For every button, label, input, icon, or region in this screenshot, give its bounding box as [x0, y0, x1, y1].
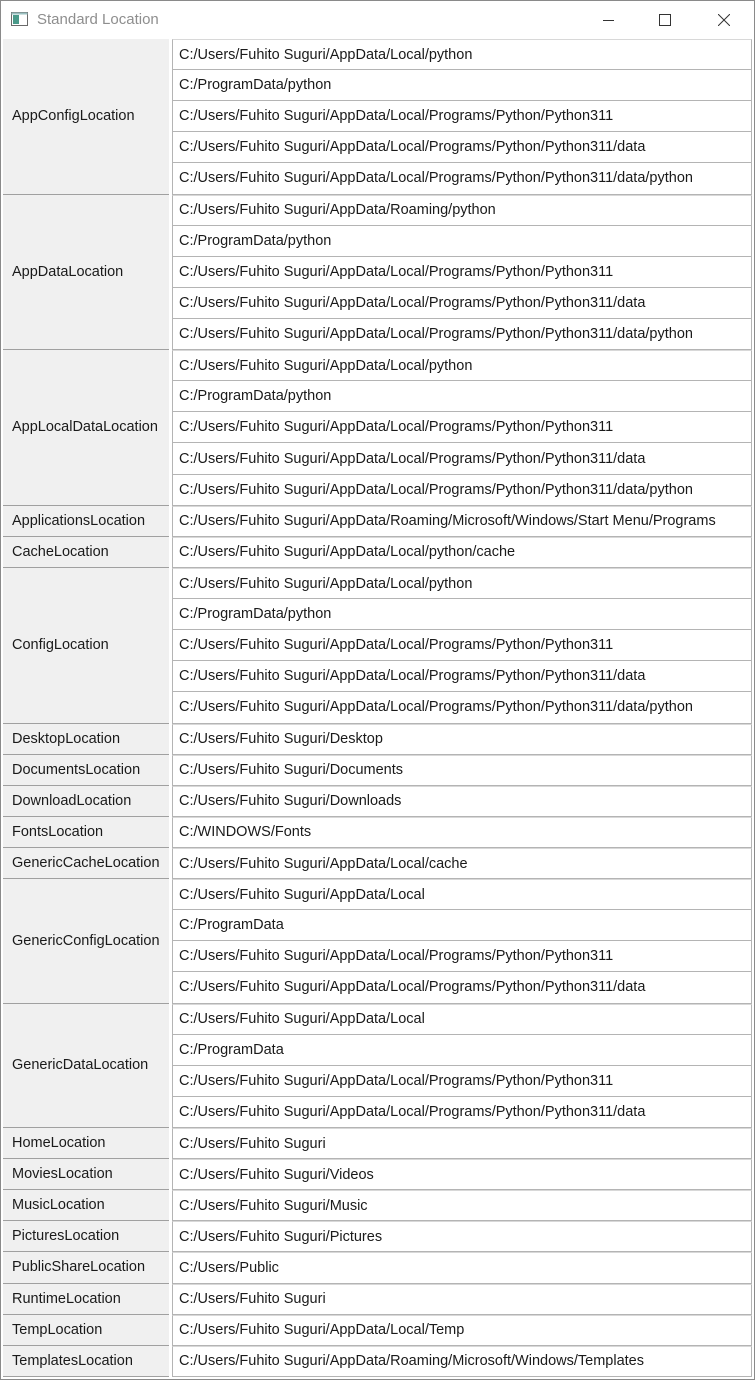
location-value-list: [172, 1190, 752, 1221]
location-path-field[interactable]: C:/ProgramData/python: [172, 599, 752, 630]
location-path-field[interactable]: C:/Users/Fuhito Suguri: [172, 1128, 752, 1159]
location-path-field[interactable]: C:/Users/Fuhito Suguri/AppData/Local/python: [172, 39, 752, 70]
location-key-label: AppConfigLocation: [3, 39, 169, 195]
maximize-icon: [659, 14, 671, 26]
location-key-label: GenericCacheLocation: [3, 848, 169, 879]
location-value-list: [172, 1252, 752, 1283]
minimize-button[interactable]: [586, 1, 632, 38]
location-path-field[interactable]: C:/Users/Fuhito Suguri/AppData/Local/python/cache: [172, 537, 752, 568]
location-value-list: [172, 1128, 752, 1159]
location-group: [3, 350, 752, 506]
location-path-field[interactable]: C:/ProgramData: [172, 1035, 752, 1066]
location-group: [3, 817, 752, 848]
location-group: [3, 1221, 752, 1252]
location-path-field[interactable]: C:/Users/Fuhito Suguri/AppData/Local/python: [172, 350, 752, 381]
location-value-list: [172, 350, 752, 506]
location-path-field[interactable]: C:/Users/Fuhito Suguri/AppData/Local/Programs/Python/Python311/data: [172, 972, 752, 1003]
location-value-list: [172, 506, 752, 537]
location-key-label: DownloadLocation: [3, 786, 169, 817]
location-value-list: [172, 195, 752, 351]
location-key-label: GenericDataLocation: [3, 1004, 169, 1128]
location-path-field[interactable]: C:/Users/Fuhito Suguri/Videos: [172, 1159, 752, 1190]
location-value-list: [172, 724, 752, 755]
location-path-field[interactable]: C:/Users/Fuhito Suguri/AppData/Local/Programs/Python/Python311: [172, 101, 752, 132]
location-value-list: [172, 817, 752, 848]
window-icon: [11, 12, 28, 26]
location-path-field[interactable]: C:/Users/Fuhito Suguri/AppData/Local: [172, 879, 752, 910]
location-value-list: [172, 537, 752, 568]
location-key-label: AppDataLocation: [3, 195, 169, 351]
title-bar[interactable]: [1, 1, 754, 38]
location-key-label: TempLocation: [3, 1315, 169, 1346]
location-path-field[interactable]: C:/ProgramData: [172, 910, 752, 941]
location-group: [3, 1315, 752, 1346]
close-icon: [718, 14, 730, 26]
location-path-field[interactable]: C:/Users/Fuhito Suguri/AppData/Roaming/Microsoft/Windows/Start Menu/Programs: [172, 506, 752, 537]
location-key-label: RuntimeLocation: [3, 1284, 169, 1315]
location-value-list: [172, 1346, 752, 1377]
location-key-label: MusicLocation: [3, 1190, 169, 1221]
location-path-field[interactable]: C:/Users/Fuhito Suguri/Pictures: [172, 1221, 752, 1252]
location-group: [3, 568, 752, 724]
location-group: [3, 537, 752, 568]
location-path-field[interactable]: C:/Users/Fuhito Suguri/AppData/Local/Programs/Python/Python311: [172, 412, 752, 443]
location-path-field[interactable]: C:/ProgramData/python: [172, 226, 752, 257]
location-key-label: DocumentsLocation: [3, 755, 169, 786]
location-path-field[interactable]: C:/Users/Fuhito Suguri/Desktop: [172, 724, 752, 755]
location-value-list: [172, 39, 752, 195]
location-key-label: GenericConfigLocation: [3, 879, 169, 1003]
location-group: [3, 724, 752, 755]
location-path-field[interactable]: C:/Users/Fuhito Suguri/AppData/Roaming/python: [172, 195, 752, 226]
location-value-list: [172, 1221, 752, 1252]
location-path-field[interactable]: C:/Users/Fuhito Suguri/AppData/Local/cache: [172, 848, 752, 879]
location-path-field[interactable]: C:/Users/Fuhito Suguri/AppData/Local/Programs/Python/Python311/data: [172, 443, 752, 474]
location-group: [3, 755, 752, 786]
location-path-field[interactable]: C:/Users/Fuhito Suguri/AppData/Local/Programs/Python/Python311/data/python: [172, 163, 752, 194]
location-value-list: [172, 879, 752, 1003]
location-group: [3, 848, 752, 879]
location-path-field[interactable]: C:/Users/Fuhito Suguri/AppData/Local/Programs/Python/Python311/data: [172, 288, 752, 319]
location-value-list: [172, 848, 752, 879]
location-path-field[interactable]: C:/Users/Fuhito Suguri/AppData/Local/Programs/Python/Python311/data: [172, 132, 752, 163]
location-path-field[interactable]: C:/Users/Fuhito Suguri/AppData/Local/python: [172, 568, 752, 599]
location-key-label: PublicShareLocation: [3, 1252, 169, 1283]
location-path-field[interactable]: C:/Users/Fuhito Suguri/AppData/Local/Programs/Python/Python311/data: [172, 1097, 752, 1128]
location-key-label: TemplatesLocation: [3, 1346, 169, 1377]
location-key-label: ApplicationsLocation: [3, 506, 169, 537]
location-path-field[interactable]: C:/Users/Fuhito Suguri/Downloads: [172, 786, 752, 817]
location-path-field[interactable]: C:/ProgramData/python: [172, 70, 752, 101]
location-path-field[interactable]: C:/Users/Public: [172, 1252, 752, 1283]
location-path-field[interactable]: C:/Users/Fuhito Suguri/AppData/Local/Programs/Python/Python311/data/python: [172, 692, 752, 723]
location-key-label: FontsLocation: [3, 817, 169, 848]
location-value-list: [172, 755, 752, 786]
location-value-list: [172, 786, 752, 817]
location-group: [3, 786, 752, 817]
location-group: [3, 1004, 752, 1128]
location-group: [3, 1190, 752, 1221]
location-value-list: [172, 568, 752, 724]
location-value-list: [172, 1315, 752, 1346]
location-path-field[interactable]: C:/Users/Fuhito Suguri/AppData/Roaming/Microsoft/Windows/Templates: [172, 1346, 752, 1377]
location-group: [3, 506, 752, 537]
location-path-field[interactable]: C:/Users/Fuhito Suguri/AppData/Local/Temp: [172, 1315, 752, 1346]
maximize-button[interactable]: [642, 1, 688, 38]
location-table: [3, 39, 752, 1377]
location-group: [3, 1284, 752, 1315]
location-path-field[interactable]: C:/Users/Fuhito Suguri/AppData/Local/Programs/Python/Python311/data: [172, 661, 752, 692]
location-value-list: [172, 1004, 752, 1128]
location-key-label: DesktopLocation: [3, 724, 169, 755]
close-button[interactable]: [701, 1, 747, 38]
location-path-field[interactable]: C:/Users/Fuhito Suguri/AppData/Local/Programs/Python/Python311: [172, 1066, 752, 1097]
location-path-field[interactable]: C:/Users/Fuhito Suguri: [172, 1284, 752, 1315]
location-path-field[interactable]: C:/Users/Fuhito Suguri/AppData/Local/Programs/Python/Python311: [172, 941, 752, 972]
location-group: [3, 879, 752, 1003]
location-key-label: HomeLocation: [3, 1128, 169, 1159]
location-path-field[interactable]: C:/Users/Fuhito Suguri/AppData/Local/Programs/Python/Python311: [172, 630, 752, 661]
location-key-label: CacheLocation: [3, 537, 169, 568]
location-group: [3, 1252, 752, 1283]
minimize-icon: [603, 14, 615, 26]
location-group: [3, 195, 752, 351]
location-group: [3, 39, 752, 195]
location-key-label: PicturesLocation: [3, 1221, 169, 1252]
location-path-field[interactable]: C:/WINDOWS/Fonts: [172, 817, 752, 848]
location-path-field[interactable]: C:/Users/Fuhito Suguri/AppData/Local/Programs/Python/Python311: [172, 257, 752, 288]
location-key-label: ConfigLocation: [3, 568, 169, 724]
location-key-label: AppLocalDataLocation: [3, 350, 169, 506]
location-path-field[interactable]: C:/Users/Fuhito Suguri/AppData/Local: [172, 1004, 752, 1035]
location-path-field[interactable]: C:/Users/Fuhito Suguri/AppData/Local/Programs/Python/Python311/data/python: [172, 319, 752, 350]
location-path-field[interactable]: C:/Users/Fuhito Suguri/Music: [172, 1190, 752, 1221]
location-value-list: [172, 1284, 752, 1315]
location-value-list: [172, 1159, 752, 1190]
location-group: [3, 1346, 752, 1377]
location-path-field[interactable]: C:/Users/Fuhito Suguri/Documents: [172, 755, 752, 786]
location-group: [3, 1159, 752, 1190]
location-path-field[interactable]: C:/ProgramData/python: [172, 381, 752, 412]
location-key-label: MoviesLocation: [3, 1159, 169, 1190]
window-title: Standard Location: [37, 11, 159, 28]
location-group: [3, 1128, 752, 1159]
location-path-field[interactable]: C:/Users/Fuhito Suguri/AppData/Local/Programs/Python/Python311/data/python: [172, 475, 752, 506]
